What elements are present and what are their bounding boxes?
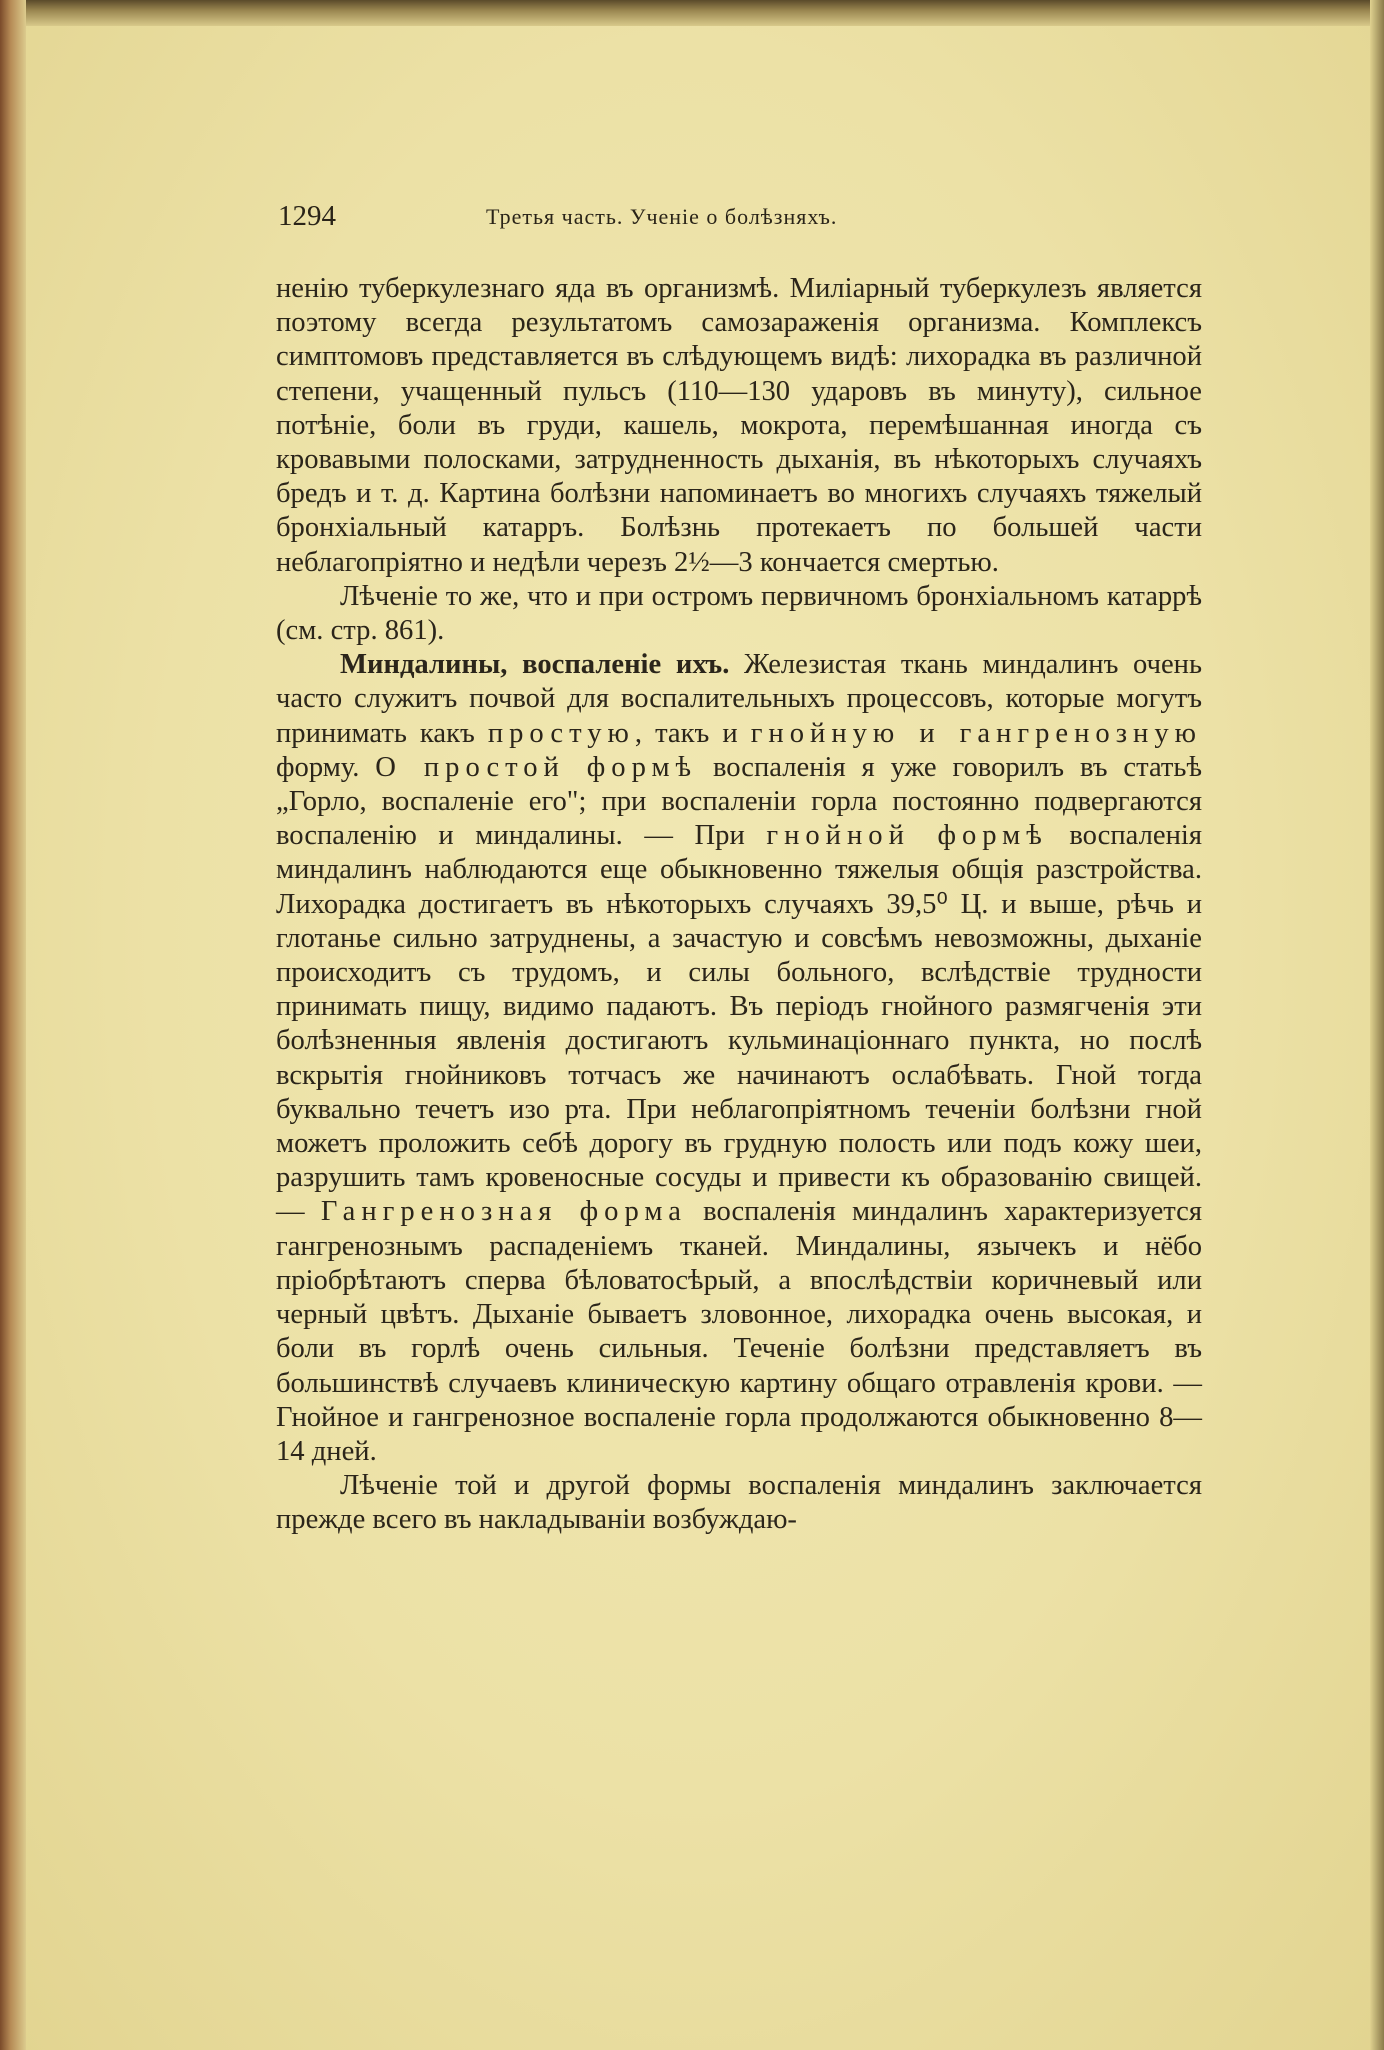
emphasis-gangrenous-form: Гангренозная форма — [320, 1196, 687, 1228]
paragraph-treatment-2: Лѣченіе той и другой формы воспаленія миндалинъ заключается прежде всего въ накладываніи возбуждаю- — [276, 1470, 1202, 1536]
article-heading: Миндалины, воспаленіе ихъ. — [340, 649, 730, 681]
emphasis-simple-form: О простой формѣ — [375, 751, 698, 783]
page-number: 1294 — [278, 200, 336, 232]
text-run: , такъ и — [634, 717, 751, 749]
page-edge-left — [0, 0, 26, 2050]
emphasis-purulent-gangrenous: гнойную и гангренозную — [750, 717, 1202, 749]
emphasis-purulent-form: гнойной формѣ — [766, 820, 1048, 852]
page-edge-right — [1370, 0, 1384, 2050]
running-head: Третья часть. Ученіе о болѣзняхъ. — [486, 204, 838, 229]
text-run: форму. — [276, 751, 376, 783]
text-run: воспаленія я уже говорилъ въ статьѣ „Горло, воспаленіе его"; при воспаленіи горла постоянно подвергаются воспаленію и миндалины. — При — [276, 751, 1202, 852]
body-text — [276, 272, 1202, 1538]
paragraph-treatment-1: Лѣченіе то же, что и при остромъ первичномъ бронхіальномъ катаррѣ (см. стр. 861). — [276, 580, 1202, 647]
page-edge-top — [0, 0, 1384, 26]
text-run: воспаленія миндалинъ наблюдаются еще обыкновенно тяжелыя общія разстройства. Лихорадка достигаетъ въ нѣкоторыхъ случаяхъ 39,5⁰ Ц. и выше, рѣчь и глотанье сильно затруднены, а зачастую и совсѣмъ невозможны, дыханіе происходитъ съ трудомъ, и силы больного, вслѣдствіе трудности принимать пищу, видимо падаютъ. Въ періодъ гнойного размягченія эти болѣзненныя явленія достигаютъ кульминаціоннаго пункта, но послѣ вскрытія гнойниковъ тотчасъ же начинаютъ ослабѣвать. Гной тогда буквально течетъ изо рта. При неблагопріятномъ теченіи болѣзни гной можетъ проложить себѣ дорогу въ грудную полость или подъ кожу шеи, разрушить тамъ кровеносные сосуды и привести къ образованію свищей. — — [276, 820, 1202, 1228]
text-run: воспаленія миндалинъ характеризуется гангренознымъ распаденіемъ тканей. Миндалины, язычекъ и нёбо пріобрѣтаютъ сперва бѣловатосѣрый, а впослѣдствіи коричневый или черный цвѣтъ. Дыханіе бываетъ зловонное, лихорадка очень высокая, и боли въ горлѣ очень сильныя. Теченіе болѣзни представляетъ въ большинствѣ случаевъ клиническую картину общаго отравленія крови. — Гнойное и гангренозное воспаленіе горла продолжаются обыкновенно 8—14 дней. — [276, 1196, 1202, 1467]
emphasis-simple: простую — [487, 717, 635, 749]
paragraph-tonsillitis — [276, 648, 1202, 1469]
text-run: Железистая ткань миндалинъ очень часто служитъ почвой для воспалительныхъ процессовъ, которые могутъ принимать какъ — [276, 649, 1202, 749]
paragraph-miliary-tuberculosis: ненію туберкулезнаго яда въ организмѣ. Миліарный туберкулезъ является поэтому всегда результатомъ самозараженія организма. Комплексъ симптомовъ представляется въ слѣдующемъ видѣ: лихорадка въ различной степени, учащенный пульсъ (110—130 ударовъ въ минуту), сильное потѣніе, боли въ груди, кашель, мокрота, перемѣшанная иногда съ кровавыми полосками, затрудненность дыханія, въ нѣкоторыхъ случаяхъ бредъ и т. д. Картина болѣзни напоминаетъ во многихъ случаяхъ тяжелый бронхіальный катарръ. Болѣзнь протекаетъ по большей части неблагопріятно и недѣли черезъ 2½—3 кончается смертью. — [276, 273, 1202, 578]
page-header — [278, 200, 1178, 240]
